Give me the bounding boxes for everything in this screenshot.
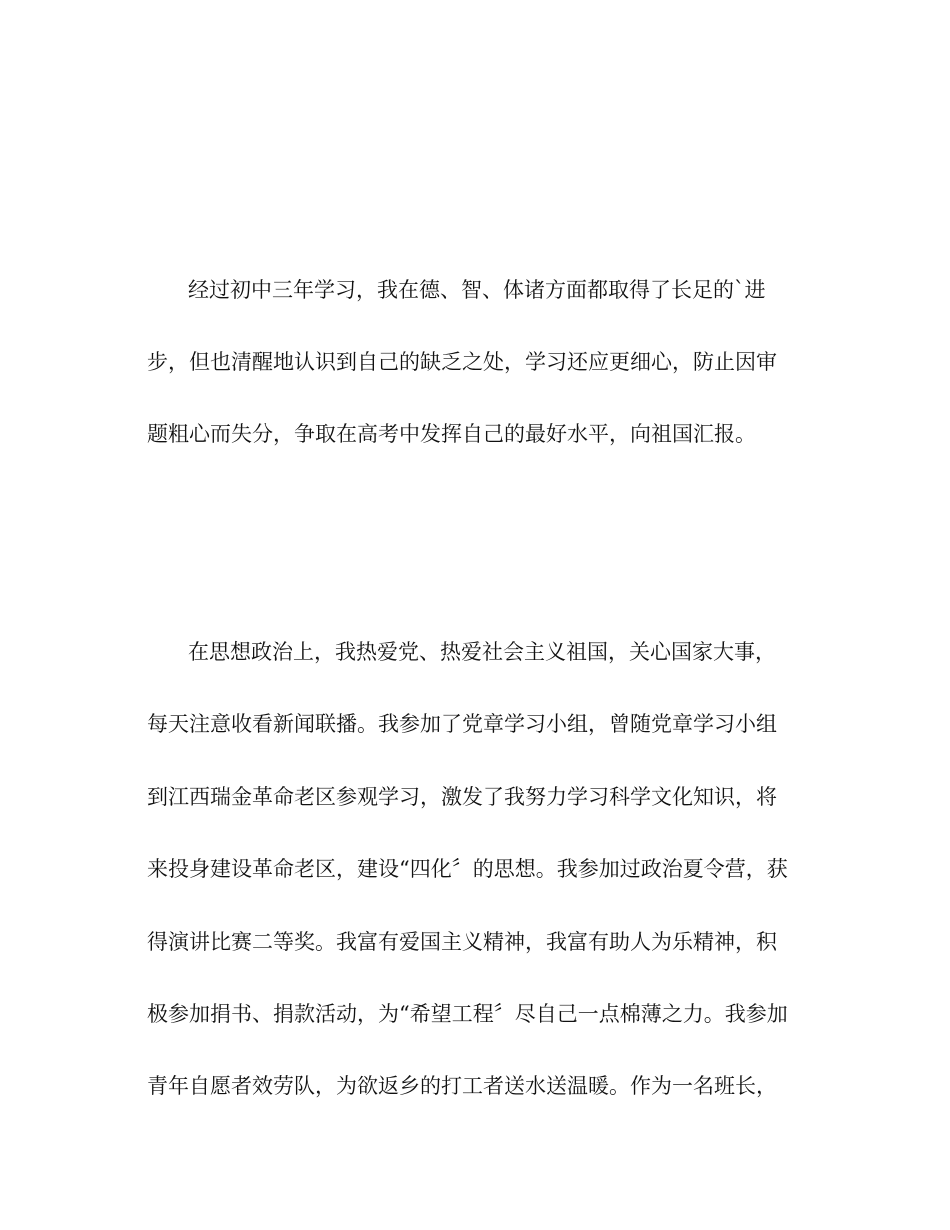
paragraph-2-line-1: 在思想政治上，我热爱党、热爱社会主义祖国，关心国家大事， bbox=[188, 640, 776, 664]
paragraph-2-line-6: 极参加捐书、捐款活动，为“希望工程〞尽自己一点棉薄之力。我参加 bbox=[147, 1002, 788, 1026]
paragraph-1-line-2: 步，但也清醒地认识到自己的缺乏之处，学习还应更细心，防止因审 bbox=[147, 350, 777, 374]
paragraph-2-line-3: 到江西瑞金革命老区参观学习，激发了我努力学习科学文化知识，将 bbox=[147, 785, 777, 809]
paragraph-1-line-1: 经过初中三年学习，我在德、智、体诸方面都取得了长足的`进 bbox=[188, 278, 766, 302]
paragraph-2-line-2: 每天注意收看新闻联播。我参加了党章学习小组，曾随党章学习小组 bbox=[147, 712, 777, 736]
paragraph-2-line-4: 来投身建设革命老区，建设“四化〞的思想。我参加过政治夏令营，获 bbox=[147, 857, 788, 881]
paragraph-2-line-5: 得演讲比赛二等奖。我富有爱国主义精神，我富有助人为乐精神，积 bbox=[147, 930, 777, 954]
paragraph-2-line-7: 青年自愿者效劳队，为欲返乡的打工者送水送温暖。作为一名班长， bbox=[147, 1074, 777, 1098]
paragraph-1-line-3: 题粗心而失分，争取在高考中发挥自己的最好水平，向祖国汇报。 bbox=[147, 422, 756, 446]
